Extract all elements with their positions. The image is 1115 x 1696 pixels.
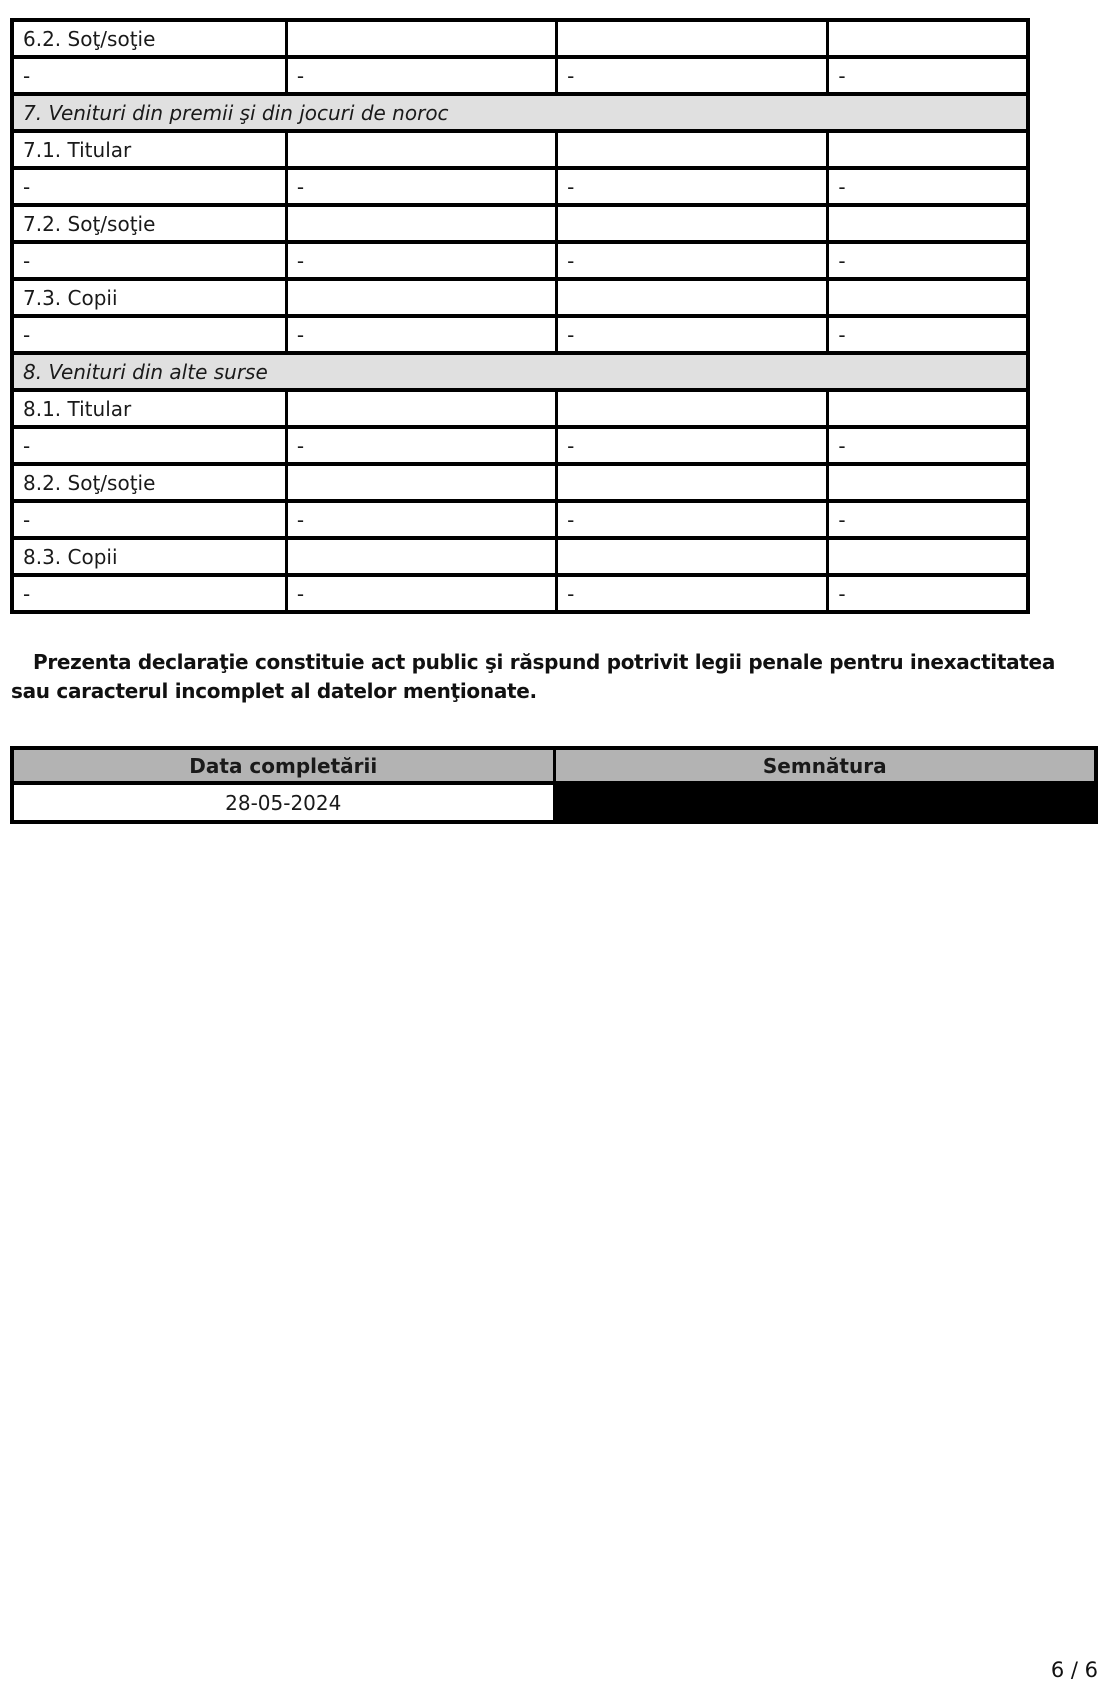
table-row — [12, 538, 1028, 575]
empty-cell — [286, 390, 556, 427]
row-label-cell: 8.3. Copii — [12, 538, 286, 575]
value-cell: - — [557, 57, 828, 94]
empty-cell — [557, 464, 828, 501]
value-cell: - — [12, 575, 286, 612]
value-cell: - — [12, 316, 286, 353]
value-cell: - — [828, 575, 1028, 612]
value-cell: - — [12, 168, 286, 205]
table-row — [12, 575, 1028, 612]
table-row — [12, 205, 1028, 242]
signature-table — [10, 746, 1098, 824]
income-table — [10, 18, 1030, 614]
value-cell: - — [286, 242, 556, 279]
empty-cell — [828, 279, 1028, 316]
empty-cell — [286, 279, 556, 316]
empty-cell — [828, 464, 1028, 501]
empty-cell — [286, 131, 556, 168]
empty-cell — [828, 20, 1028, 57]
empty-cell — [286, 538, 556, 575]
date-value-cell: 28-05-2024 — [12, 783, 554, 822]
row-label-cell: 7.2. Soţ/soţie — [12, 205, 286, 242]
value-cell: - — [286, 316, 556, 353]
declaration-paragraph: Prezenta declaraţie constituie act public şi răspund potrivit legii penale pentru inexactitatea sau caracterul incomplet al datelor menţionate. — [11, 650, 1056, 703]
value-cell: - — [828, 57, 1028, 94]
section-header-row — [12, 94, 1028, 131]
row-label-cell: 7.1. Titular — [12, 131, 286, 168]
signature-redacted-cell — [554, 783, 1096, 822]
value-cell: - — [286, 57, 556, 94]
value-cell: - — [557, 575, 828, 612]
table-row — [12, 464, 1028, 501]
empty-cell — [557, 20, 828, 57]
value-cell: - — [557, 501, 828, 538]
table-row — [12, 20, 1028, 57]
row-label-cell: 8.1. Titular — [12, 390, 286, 427]
value-cell: - — [828, 501, 1028, 538]
table-row — [12, 390, 1028, 427]
section-header-cell: 7. Venituri din premii şi din jocuri de noroc — [12, 94, 1028, 131]
section-header-row — [12, 353, 1028, 390]
empty-cell — [828, 131, 1028, 168]
empty-cell — [286, 20, 556, 57]
value-cell: - — [286, 168, 556, 205]
section-header-cell: 8. Venituri din alte surse — [12, 353, 1028, 390]
value-cell: - — [557, 168, 828, 205]
value-cell: - — [828, 242, 1028, 279]
signature-header-cell: Semnătura — [554, 748, 1096, 783]
page-number: 6 / 6 — [1050, 1658, 1098, 1682]
document-page — [0, 18, 1115, 1682]
row-label-cell: 8.2. Soţ/soţie — [12, 464, 286, 501]
empty-cell — [557, 131, 828, 168]
value-cell: - — [286, 427, 556, 464]
value-cell: - — [12, 242, 286, 279]
table-row — [12, 57, 1028, 94]
table-row — [12, 279, 1028, 316]
table-row — [12, 168, 1028, 205]
empty-cell — [557, 205, 828, 242]
row-label-cell: 6.2. Soţ/soţie — [12, 20, 286, 57]
table-row — [12, 242, 1028, 279]
income-table-body — [12, 20, 1028, 612]
table-row — [12, 316, 1028, 353]
value-cell: - — [286, 501, 556, 538]
table-row — [12, 427, 1028, 464]
date-header-cell: Data completării — [12, 748, 554, 783]
empty-cell — [828, 390, 1028, 427]
value-cell: - — [557, 316, 828, 353]
value-cell: - — [12, 57, 286, 94]
value-cell: - — [828, 168, 1028, 205]
empty-cell — [557, 279, 828, 316]
empty-cell — [286, 205, 556, 242]
row-label-cell: 7.3. Copii — [12, 279, 286, 316]
signature-value-row — [12, 783, 1096, 822]
value-cell: - — [557, 242, 828, 279]
empty-cell — [286, 464, 556, 501]
empty-cell — [557, 538, 828, 575]
table-row — [12, 131, 1028, 168]
table-row — [12, 501, 1028, 538]
empty-cell — [557, 390, 828, 427]
value-cell: - — [12, 501, 286, 538]
signature-header-row — [12, 748, 1096, 783]
value-cell: - — [12, 427, 286, 464]
empty-cell — [828, 538, 1028, 575]
value-cell: - — [557, 427, 828, 464]
value-cell: - — [828, 316, 1028, 353]
value-cell: - — [828, 427, 1028, 464]
empty-cell — [828, 205, 1028, 242]
value-cell: - — [286, 575, 556, 612]
